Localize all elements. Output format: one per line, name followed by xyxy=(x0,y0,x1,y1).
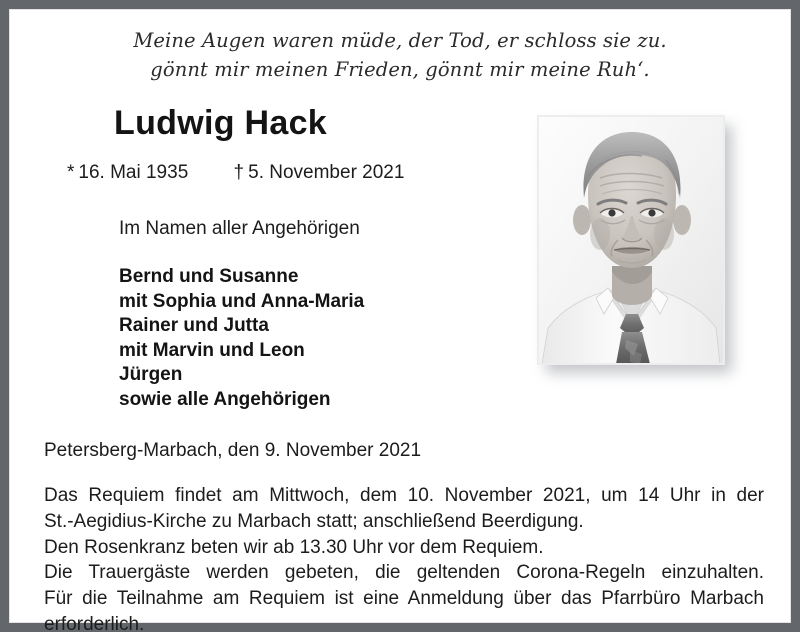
list-item: sowie alle Angehörigen xyxy=(119,388,331,410)
epigraph-line-2: gönnt mir meinen Frieden, gönnt mir meine Ruh‘. xyxy=(150,58,650,81)
list-item: mit Sophia und Anna-Maria xyxy=(119,290,365,312)
birth-star-icon: * xyxy=(67,162,75,183)
in-name-of-line: Im Namen aller Angehörigen xyxy=(119,218,360,239)
portrait-photo-image xyxy=(538,116,724,364)
birth-date xyxy=(67,162,194,183)
service-details-line: Für die Teilnahme am Requiem ist eine Anmeldung über das Pfarrbüro Marbach xyxy=(44,588,764,610)
portrait-photo xyxy=(538,116,724,364)
life-dates xyxy=(67,162,404,184)
service-details-line: Den Rosenkranz beten wir ab 13.30 Uhr vor dem Requiem. xyxy=(44,536,544,558)
service-details xyxy=(44,483,764,638)
survivors-list xyxy=(119,265,364,412)
epigraph-verse xyxy=(10,26,790,84)
list-item: mit Marvin und Leon xyxy=(119,339,305,361)
death-date xyxy=(234,162,405,183)
birth-date-text: 16. Mai 1935 xyxy=(78,162,189,183)
list-item: Bernd und Susanne xyxy=(119,266,299,287)
place-and-date: Petersberg-Marbach, den 9. November 2021 xyxy=(44,440,422,461)
service-details-line: erforderlich. xyxy=(44,613,145,635)
service-details-line: Die Trauergäste werden gebeten, die geltenden Corona-Regeln einzuhalten. xyxy=(44,562,764,584)
death-cross-icon: † xyxy=(233,162,245,183)
list-item: Rainer und Jutta xyxy=(119,315,269,336)
epigraph-line-1: Meine Augen waren müde, der Tod, er schloss sie zu. xyxy=(133,29,667,52)
service-details-line: St.-Aegidius-Kirche zu Marbach statt; anschließend Beerdigung. xyxy=(44,510,584,532)
deceased-name: Ludwig Hack xyxy=(114,104,327,142)
list-item: Jürgen xyxy=(119,364,183,385)
service-details-line: Das Requiem findet am Mittwoch, dem 10. November 2021, um 14 Uhr in der xyxy=(44,485,764,506)
portrait-photo-container xyxy=(538,116,734,374)
notice-inner-panel xyxy=(9,9,791,635)
death-date-text: 5. November 2021 xyxy=(248,162,405,183)
